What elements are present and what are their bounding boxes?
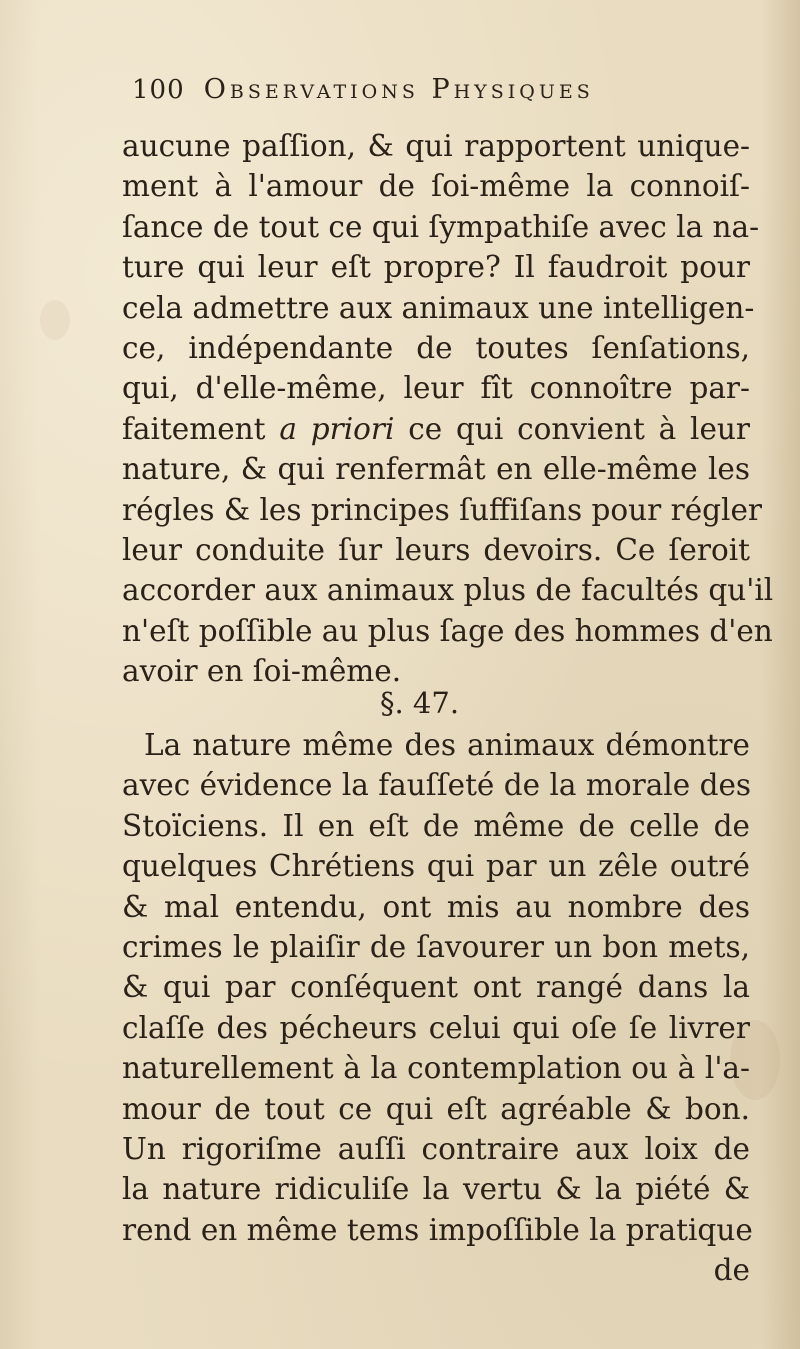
page-number: 100	[132, 75, 185, 105]
text-line: accorder aux animaux plus de facultés qu'il	[122, 573, 774, 608]
text-line: ture qui leur eſt propre? Il faudroit pour	[122, 250, 750, 285]
text-line: naturellement à la contemplation ou à l'a-	[122, 1051, 750, 1086]
text-line: & mal entendu, ont mis au nombre des	[122, 889, 750, 924]
text-line: ment à l'amour de ſoi-même la connoiſ-	[122, 169, 750, 204]
text-line: crimes le plaiſir de ſavourer un bon mets,	[122, 929, 750, 964]
text-line: Un rigoriſme auſſi contraire aux loix de	[122, 1131, 750, 1166]
text-line: ſance de tout ce qui ſympathiſe avec la na-	[122, 209, 760, 244]
text-line: avec évidence la fauſſeté de la morale des	[122, 768, 752, 803]
text-line: qui, d'elle-même, leur fît connoître par-	[122, 371, 750, 406]
text-line: quelques Chrétiens qui par un zêle outré	[122, 849, 750, 884]
paragraph-1	[122, 126, 774, 691]
section-number: §. 47.	[380, 686, 460, 720]
text-line: aucune paſſion, & qui rapportent unique-	[122, 129, 750, 163]
text-line: Stoïciens. Il en eſt de même de celle de	[122, 808, 750, 843]
text-line: régles & les principes ſuffiſans pour régler	[122, 492, 763, 527]
text-line: La nature même des animaux démontre	[144, 728, 750, 762]
text-line: ce, indépendante de toutes ſenſations,	[122, 330, 750, 365]
text-line: faitement a priori ce qui convient à leur	[122, 411, 750, 446]
text-line: cela admettre aux animaux une intelligen-	[122, 290, 755, 325]
text-line: claſſe des pécheurs celui qui oſe ſe livrer	[122, 1010, 750, 1045]
running-header	[132, 74, 722, 114]
text-line: mour de tout ce qui eſt agréable & bon.	[122, 1091, 750, 1126]
text-line: leur conduite ſur leurs devoirs. Ce ſeroit	[122, 532, 750, 567]
paragraph-2	[122, 725, 753, 1290]
catchword: de	[713, 1253, 750, 1288]
running-title: Observations Physiques	[203, 74, 594, 105]
paper-stain	[40, 300, 70, 340]
text-line: la nature ridiculiſe la vertu & la piété &	[122, 1172, 750, 1207]
text-line: & qui par conſéquent ont rangé dans la	[122, 970, 750, 1005]
text-line: nature, & qui renfermât en elle-même les	[122, 452, 750, 487]
text-line: rend en même tems impoſſible la pratique	[122, 1212, 753, 1247]
text-line: avoir en ſoi-même.	[122, 654, 402, 689]
text-line: n'eſt poſſible au plus ſage des hommes d'en	[122, 613, 773, 648]
